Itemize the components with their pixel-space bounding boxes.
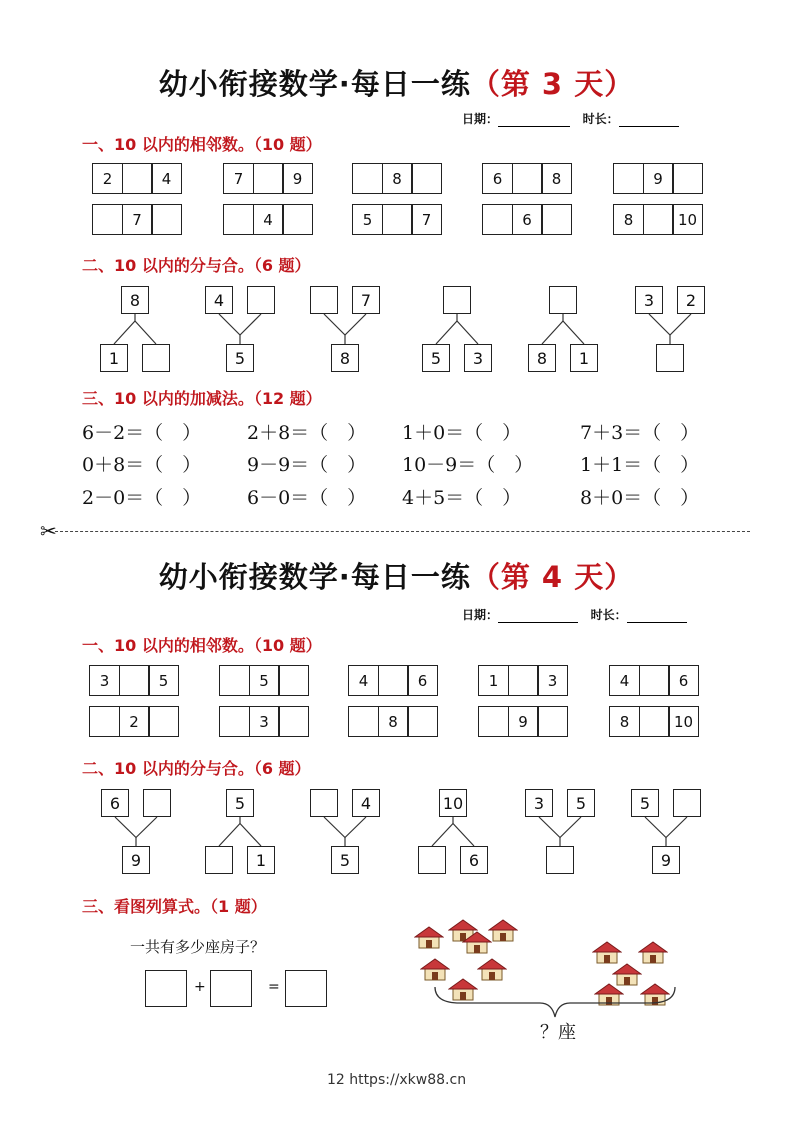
split-lines <box>76 789 196 848</box>
blank-cell[interactable] <box>613 163 644 194</box>
blank-cell[interactable] <box>278 706 309 737</box>
split-lines <box>285 286 405 346</box>
date-line[interactable] <box>498 114 570 127</box>
section-heading-picture-day4: 三、看图列算式。（1 题） <box>82 897 267 916</box>
neighbor-triple <box>89 665 179 696</box>
number-box: 5 <box>631 789 659 817</box>
number-box: 8 <box>331 344 359 372</box>
house-icon <box>488 918 518 942</box>
blank-cell[interactable] <box>478 706 509 737</box>
neighbor-triple <box>223 204 313 235</box>
number-box: 4 <box>205 286 233 314</box>
number-cell: 8 <box>382 163 413 194</box>
equation[interactable]: 9－9＝（ ） <box>247 454 367 476</box>
section-heading-neighbors-day4: 一、10 以内的相邻数。（10 题） <box>82 636 322 655</box>
section-heading-splits-day4: 二、10 以内的分与合。（6 题） <box>82 759 311 778</box>
number-box: 6 <box>460 846 488 874</box>
equation[interactable]: 6－0＝（ ） <box>247 487 367 509</box>
number-cell: 8 <box>609 706 640 737</box>
blank-box[interactable] <box>443 286 471 314</box>
split-lines <box>500 789 620 848</box>
number-box: 9 <box>652 846 680 874</box>
house-icon <box>420 957 450 981</box>
cut-line <box>55 531 750 532</box>
number-cell: 4 <box>348 665 379 696</box>
number-cell: 9 <box>508 706 539 737</box>
number-cell: 10 <box>668 706 699 737</box>
number-cell: 8 <box>613 204 644 235</box>
blank-cell[interactable] <box>537 706 568 737</box>
page-title-day4: 幼小衔接数学·每日一练（第 4 天） <box>158 560 635 594</box>
number-cell: 3 <box>537 665 568 696</box>
number-box: 6 <box>101 789 129 817</box>
equation[interactable]: 6－2＝（ ） <box>82 422 202 444</box>
split-lines <box>180 286 300 346</box>
picture-question: 一共有多少座房子？ <box>130 938 266 956</box>
number-cell: 2 <box>119 706 150 737</box>
blank-box[interactable] <box>549 286 577 314</box>
neighbor-triple <box>478 665 568 696</box>
number-cell: 6 <box>407 665 438 696</box>
number-box: 2 <box>677 286 705 314</box>
number-cell: 6 <box>482 163 513 194</box>
equation[interactable]: 8＋0＝（ ） <box>580 487 700 509</box>
number-box: 3 <box>635 286 663 314</box>
number-box: 7 <box>352 286 380 314</box>
neighbor-triple <box>92 163 182 194</box>
number-cell: 9 <box>282 163 313 194</box>
page-title-day3: 幼小衔接数学·每日一练（第 3 天） <box>158 67 635 101</box>
number-cell: 6 <box>512 204 543 235</box>
neighbor-triple <box>352 163 442 194</box>
number-box: 5 <box>226 344 254 372</box>
blank-box[interactable] <box>310 789 338 817</box>
blank-cell[interactable] <box>253 163 284 194</box>
blank-cell[interactable] <box>148 706 179 737</box>
number-cell: 7 <box>223 163 254 194</box>
number-cell: 9 <box>643 163 674 194</box>
number-cell: 10 <box>672 204 703 235</box>
date-line[interactable] <box>498 610 578 623</box>
neighbor-triple <box>613 204 703 235</box>
number-cell: 3 <box>249 706 280 737</box>
blank-cell[interactable] <box>378 665 409 696</box>
equation[interactable]: 1＋1＝（ ） <box>580 454 700 476</box>
number-cell: 4 <box>609 665 640 696</box>
answer-box[interactable] <box>145 970 187 1007</box>
number-cell: 7 <box>411 204 442 235</box>
neighbor-triple <box>219 665 309 696</box>
number-box: 5 <box>422 344 450 372</box>
blank-cell[interactable] <box>382 204 413 235</box>
blank-cell[interactable] <box>672 163 703 194</box>
blank-cell[interactable] <box>643 204 674 235</box>
split-lines <box>606 789 726 848</box>
equation[interactable]: 0＋8＝（ ） <box>82 454 202 476</box>
house-icon <box>414 925 444 949</box>
time-line[interactable] <box>627 610 687 623</box>
number-cell: 2 <box>92 163 123 194</box>
blank-cell[interactable] <box>411 163 442 194</box>
house-icon <box>477 957 507 981</box>
split-lines <box>285 789 405 848</box>
number-box: 9 <box>122 846 150 874</box>
neighbor-triple <box>348 665 438 696</box>
number-cell: 1 <box>478 665 509 696</box>
equation[interactable]: 2－0＝（ ） <box>82 487 202 509</box>
blank-cell[interactable] <box>541 204 572 235</box>
number-box: 8 <box>528 344 556 372</box>
blank-cell[interactable] <box>89 706 120 737</box>
number-box: 3 <box>464 344 492 372</box>
number-cell: 8 <box>541 163 572 194</box>
date-time-fields-day4: 日期： 时长： <box>462 606 687 623</box>
number-box: 3 <box>525 789 553 817</box>
scissors-icon: ✂ <box>40 519 57 543</box>
neighbor-triple <box>89 706 179 737</box>
blank-cell[interactable] <box>348 706 379 737</box>
blank-cell[interactable] <box>119 665 150 696</box>
blank-cell[interactable] <box>639 665 670 696</box>
blank-box[interactable] <box>418 846 446 874</box>
blank-cell[interactable] <box>352 163 383 194</box>
number-box: 1 <box>570 344 598 372</box>
neighbor-triple <box>609 706 699 737</box>
equation[interactable]: 10－9＝（ ） <box>402 454 534 476</box>
blank-cell[interactable] <box>482 204 513 235</box>
equation[interactable]: 7＋3＝（ ） <box>580 422 700 444</box>
neighbor-triple <box>219 706 309 737</box>
neighbor-triple <box>478 706 568 737</box>
number-box: 5 <box>331 846 359 874</box>
neighbor-triple <box>352 204 442 235</box>
blank-cell[interactable] <box>508 665 539 696</box>
equation[interactable]: 2＋8＝（ ） <box>247 422 367 444</box>
blank-box[interactable] <box>142 344 170 372</box>
number-box: 5 <box>226 789 254 817</box>
blank-cell[interactable] <box>512 163 543 194</box>
number-cell: 4 <box>151 163 182 194</box>
number-box: 4 <box>352 789 380 817</box>
blank-cell[interactable] <box>92 204 123 235</box>
neighbor-triple <box>613 163 703 194</box>
number-box: 8 <box>121 286 149 314</box>
blank-cell[interactable] <box>219 706 250 737</box>
blank-cell[interactable] <box>282 204 313 235</box>
brace-label: ？座 <box>540 1022 576 1043</box>
equals-sign: = <box>268 979 280 995</box>
number-box: 1 <box>247 846 275 874</box>
blank-cell[interactable] <box>223 204 254 235</box>
number-cell: 4 <box>253 204 284 235</box>
number-cell: 7 <box>122 204 153 235</box>
neighbor-triple <box>482 204 572 235</box>
blank-box[interactable] <box>656 344 684 372</box>
equation[interactable]: 1＋0＝（ ） <box>402 422 522 444</box>
number-box: 1 <box>100 344 128 372</box>
neighbor-triple <box>482 163 572 194</box>
blank-box[interactable] <box>205 846 233 874</box>
number-box: 10 <box>439 789 467 817</box>
section-heading-neighbors-day3: 一、10 以内的相邻数。（10 题） <box>82 135 322 154</box>
answer-box[interactable] <box>285 970 327 1007</box>
blank-box[interactable] <box>247 286 275 314</box>
blank-cell[interactable] <box>407 706 438 737</box>
blank-box[interactable] <box>310 286 338 314</box>
time-line[interactable] <box>619 114 679 127</box>
blank-cell[interactable] <box>122 163 153 194</box>
blank-cell[interactable] <box>151 204 182 235</box>
blank-cell[interactable] <box>219 665 250 696</box>
neighbor-triple <box>609 665 699 696</box>
blank-cell[interactable] <box>639 706 670 737</box>
neighbor-triple <box>223 163 313 194</box>
blank-box[interactable] <box>673 789 701 817</box>
section-heading-splits-day3: 二、10 以内的分与合。（6 题） <box>82 256 311 275</box>
blank-box[interactable] <box>143 789 171 817</box>
number-cell: 6 <box>668 665 699 696</box>
number-box: 5 <box>567 789 595 817</box>
date-time-fields-day3: 日期： 时长： <box>462 110 679 127</box>
neighbor-triple <box>92 204 182 235</box>
number-cell: 5 <box>352 204 383 235</box>
blank-cell[interactable] <box>278 665 309 696</box>
number-cell: 5 <box>249 665 280 696</box>
house-icon <box>592 940 622 964</box>
equation[interactable]: 4＋5＝（ ） <box>402 487 522 509</box>
split-lines <box>610 286 730 346</box>
blank-box[interactable] <box>546 846 574 874</box>
section-heading-arithmetic-day3: 三、10 以内的加减法。（12 题） <box>82 389 322 408</box>
answer-box[interactable] <box>210 970 252 1007</box>
number-cell: 3 <box>89 665 120 696</box>
number-cell: 5 <box>148 665 179 696</box>
plus-sign: + <box>194 979 206 995</box>
footer-url: 12 https://xkw88.cn <box>326 1072 467 1088</box>
number-cell: 8 <box>378 706 409 737</box>
house-icon <box>638 940 668 964</box>
neighbor-triple <box>348 706 438 737</box>
